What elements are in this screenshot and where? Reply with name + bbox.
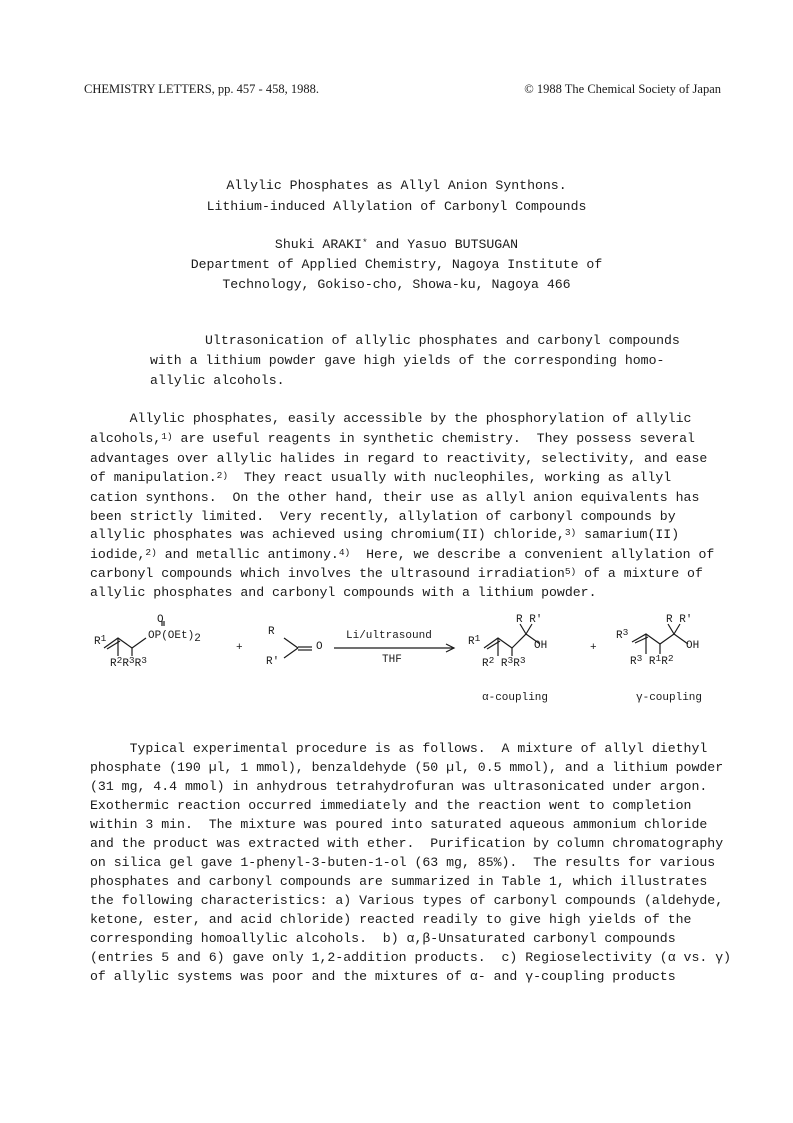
text-span: carbonyl compounds which involves the ultrasound irradiation [90, 566, 565, 581]
para1-line-4 [90, 470, 671, 485]
reference-mark: 3) [564, 527, 577, 538]
label-r2-r3-r3: $R^2R^3R^3$ [110, 655, 147, 670]
text-span: alcohols, [90, 431, 162, 446]
gamma-product-chain [632, 634, 688, 644]
para1-line-9 [90, 566, 703, 581]
affiliation-line-1: Department of Applied Chemistry, Nagoya Institute of [190, 257, 603, 272]
text-span: of manipulation. [90, 470, 217, 485]
para2-line-10: ketone, ester, and acid chloride) reacted readily to give high yields of the [90, 912, 692, 927]
text-span: of a mixture of [576, 566, 703, 581]
label-phosphate-group [148, 630, 201, 645]
reference-mark: 2) [216, 470, 229, 481]
label-r-r-prime: R R' [516, 614, 543, 626]
text-span: OP(OEt) [148, 630, 195, 642]
label-hydroxyl: OH [534, 640, 548, 652]
solvent-label: THF [382, 654, 402, 666]
text-span: allylic phosphates was achieved using chromium(II) chloride, [90, 527, 565, 542]
author-2: and Yasuo BUTSUGAN [367, 237, 519, 252]
para1-line-8 [90, 547, 714, 562]
subscript: 2 [194, 633, 201, 645]
label-r3-r1-r2: $R^3$ $R^1R^2$ [630, 653, 674, 668]
text-span: samarium(II) [576, 527, 680, 542]
reaction-scheme [84, 612, 724, 722]
label-plus: + [590, 642, 597, 654]
author-line [0, 237, 793, 252]
para1-line-3: advantages over allylic halides in regard to reactivity, selectivity, and ease [90, 451, 708, 466]
text-span: iodide, [90, 547, 146, 562]
corresponding-author-mark: * [361, 237, 368, 248]
journal-citation: CHEMISTRY LETTERS, pp. 457 - 458, 1988. [84, 82, 319, 96]
para2-line-13: of allylic systems was poor and the mixtures of α- and γ-coupling products [90, 969, 676, 984]
para1-line-1: Allylic phosphates, easily accessible by the phosphorylation of allylic [90, 411, 692, 426]
para2-line-4: Exothermic reaction occurred immediately and the reaction went to completion [90, 798, 692, 813]
reference-mark: 1) [161, 431, 173, 442]
text-span: are useful reagents in synthetic chemistry. They possess several [172, 431, 695, 446]
abstract-line-3: allylic alcohols. [150, 373, 285, 388]
label-r: R [268, 626, 275, 638]
para2-line-1: Typical experimental procedure is as follows. A mixture of allyl diethyl [90, 741, 708, 756]
text-span: and metallic antimony. [156, 547, 339, 562]
para2-line-7: on silica gel gave 1-phenyl-3-buten-1-ol (63 mg, 85%). The results for various [90, 855, 716, 870]
label-hydroxyl: OH [686, 640, 700, 652]
para1-line-7 [90, 527, 679, 542]
para1-line-5: cation synthons. On the other hand, their use as allyl anion equivalents has [90, 490, 700, 505]
para1-line-10: allylic phosphates and carbonyl compounds with a lithium powder. [90, 585, 597, 600]
para2-line-6: and the product was extracted with ether. Purification by column chromatography [90, 836, 724, 851]
para2-line-9: the following characteristics: a) Various types of carbonyl compounds (aldehyde, [90, 893, 724, 908]
reaction-scheme-drawing [84, 612, 724, 722]
label-plus: + [236, 642, 243, 654]
abstract-line-2: with a lithium powder gave high yields of the corresponding homo- [150, 353, 665, 368]
reference-mark: 2) [145, 547, 157, 558]
label-r-r-prime: R R' [666, 614, 693, 626]
para2-line-11: corresponding homoallylic alcohols. b) α,β-Unsaturated carbonyl compounds [90, 931, 676, 946]
label-r-prime: R' [266, 656, 280, 668]
para2-line-8: phosphates and carbonyl compounds are summarized in Table 1, which illustrates [90, 874, 708, 889]
label-r2-r3-r3: $R^2$ $R^3R^3$ [482, 655, 526, 670]
paper-title-line-1: Allylic Phosphates as Allyl Anion Synthons. [226, 178, 567, 193]
label-r1: $R^1$ [468, 633, 481, 648]
label-r3: $R^3$ [616, 627, 629, 642]
label-phosphoryl-oxygen: O [157, 614, 164, 626]
abstract-line-1: Ultrasonication of allylic phosphates and carbonyl compounds [205, 333, 680, 348]
para2-line-3: (31 mg, 4.4 mmol) in anhydrous tetrahydrofuran was ultrasonicated under argon. [90, 779, 708, 794]
text-span: Here, we describe a convenient allylation of [350, 547, 715, 562]
alpha-coupling-label: α-coupling [482, 692, 549, 704]
reference-mark: 4) [338, 547, 351, 558]
para1-line-2 [90, 431, 695, 446]
para2-line-12: (entries 5 and 6) gave only 1,2-addition products. c) Regioselectivity (α vs. γ) [90, 950, 732, 965]
affiliation-line-2: Technology, Gokiso-cho, Showa-ku, Nagoya 466 [222, 277, 571, 292]
author-1: Shuki ARAKI [274, 237, 362, 252]
para2-line-2: phosphate (190 µl, 1 mmol), benzaldehyde (50 µl, 0.5 mmol), and a lithium powder [90, 760, 724, 775]
text-span: They react usually with nucleophiles, working as allyl [228, 470, 672, 485]
label-r1: $R^1$ [94, 633, 107, 648]
para1-line-6: been strictly limited. Very recently, allylation of carbonyl compounds by [90, 509, 676, 524]
label-carbonyl-oxygen: O [316, 641, 323, 653]
copyright-notice: © 1988 The Chemical Society of Japan [524, 82, 721, 96]
para2-line-5: within 3 min. The mixture was poured into saturated aqueous ammonium chloride [90, 817, 708, 832]
gamma-coupling-label: γ-coupling [636, 692, 703, 704]
reference-mark: 5) [564, 566, 577, 577]
carbonyl-bond [284, 648, 298, 658]
reagent-label: Li/ultrasound [346, 630, 432, 642]
carbonyl-bond [284, 638, 298, 648]
paper-title-line-2: Lithium-induced Allylation of Carbonyl Compounds [206, 199, 587, 214]
